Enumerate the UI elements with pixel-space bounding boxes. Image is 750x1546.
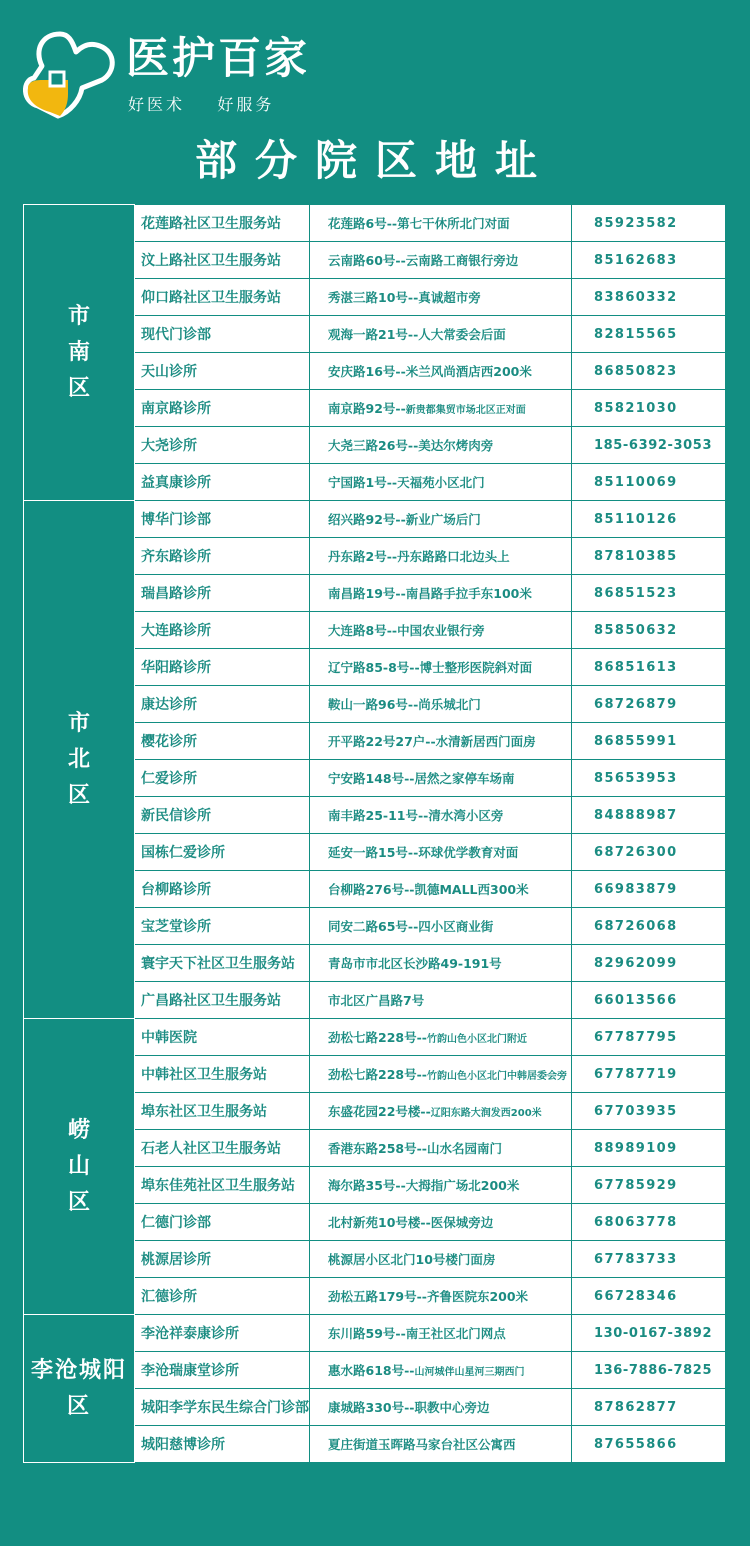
- clinic-name: 花莲路社区卫生服务站: [135, 205, 310, 242]
- clinic-name: 齐东路诊所: [135, 538, 310, 575]
- address-detail: 山河城伴山星河三期西门: [414, 1367, 525, 1378]
- clinic-phone: 68063778: [572, 1204, 726, 1241]
- clinic-name: 李沧祥泰康诊所: [135, 1315, 310, 1352]
- clinic-phone: 86850823: [572, 353, 726, 390]
- clinic-address: [310, 834, 572, 871]
- address-main: 秀湛三路10号--真诚超市旁: [328, 290, 481, 305]
- address-main: 香港东路258号--山水名园南门: [328, 1141, 502, 1156]
- address-main: 宁安路148号--居然之家停车场南: [328, 771, 515, 786]
- clinic-address: [310, 1056, 572, 1093]
- clinic-name: 埠东佳苑社区卫生服务站: [135, 1167, 310, 1204]
- clinic-address: [310, 1278, 572, 1315]
- address-main: 市北区广昌路7号: [328, 993, 425, 1008]
- clinic-address: [310, 612, 572, 649]
- clinic-phone: 85821030: [572, 390, 726, 427]
- address-main: 南丰路25-11号--清水湾小区旁: [328, 808, 504, 823]
- table-row: [24, 205, 726, 242]
- address-main: 安庆路16号--米兰风尚酒店西200米: [328, 364, 532, 379]
- address-main: 云南路60号--云南路工商银行旁边: [328, 253, 519, 268]
- address-main: 劲松七路228号--: [328, 1067, 427, 1082]
- address-main: 南昌路19号--南昌路手拉手东100米: [328, 586, 532, 601]
- clinic-phone: 67785929: [572, 1167, 726, 1204]
- clinic-name: 桃源居诊所: [135, 1241, 310, 1278]
- clinic-address: [310, 686, 572, 723]
- clinic-name: 石老人社区卫生服务站: [135, 1130, 310, 1167]
- clinic-phone: 88989109: [572, 1130, 726, 1167]
- district-label: 市南区: [24, 205, 135, 501]
- clinic-address: [310, 871, 572, 908]
- address-main: 延安一路15号--环球优学教育对面: [328, 845, 519, 860]
- address-main: 辽宁路85-8号--博士整形医院斜对面: [328, 660, 533, 675]
- clinic-name: 华阳路诊所: [135, 649, 310, 686]
- clinic-phone: 130-0167-3892: [572, 1315, 726, 1352]
- clinic-address: [310, 538, 572, 575]
- clinic-phone: 87810385: [572, 538, 726, 575]
- clinic-address: [310, 945, 572, 982]
- address-detail: 辽阳东路大润发西200米: [430, 1108, 542, 1119]
- clinic-phone: 87655866: [572, 1426, 726, 1463]
- clinic-phone: 82815565: [572, 316, 726, 353]
- clinic-phone: 85110069: [572, 464, 726, 501]
- clinic-name: 现代门诊部: [135, 316, 310, 353]
- address-main: 花莲路6号--第七干休所北门对面: [328, 216, 510, 231]
- clinic-name: 寰宇天下社区卫生服务站: [135, 945, 310, 982]
- clinic-name: 仰口路社区卫生服务站: [135, 279, 310, 316]
- clinic-name: 中韩社区卫生服务站: [135, 1056, 310, 1093]
- page-title: 部分院区地址: [194, 136, 555, 185]
- clinic-phone: 67787719: [572, 1056, 726, 1093]
- address-main: 鞍山一路96号--尚乐城北门: [328, 697, 481, 712]
- clinic-name: 大连路诊所: [135, 612, 310, 649]
- address-main: 劲松七路228号--: [328, 1030, 427, 1045]
- clinic-phone: 67783733: [572, 1241, 726, 1278]
- address-main: 同安二路65号--四小区商业街: [328, 919, 494, 934]
- address-main: 丹东路2号--丹东路路口北边头上: [328, 549, 510, 564]
- clinic-address: [310, 797, 572, 834]
- address-main: 海尔路35号--大拇指广场北200米: [328, 1178, 520, 1193]
- clinic-address: [310, 316, 572, 353]
- clinic-address: [310, 1093, 572, 1130]
- address-main: 大尧三路26号--美达尔烤肉旁: [328, 438, 494, 453]
- clinic-address: [310, 501, 572, 538]
- address-main: 青岛市市北区长沙路49-191号: [328, 956, 502, 971]
- clinic-phone: 67787795: [572, 1019, 726, 1056]
- address-main: 大连路8号--中国农业银行旁: [328, 623, 485, 638]
- clinic-phone: 66983879: [572, 871, 726, 908]
- address-main: 桃源居小区北门10号楼门面房: [328, 1252, 496, 1267]
- address-main: 台柳路276号--凯德MALL西300米: [328, 882, 529, 897]
- address-main: 夏庄街道玉晖路马家台社区公寓西: [328, 1437, 516, 1452]
- address-detail: 竹韵山色小区北门附近: [426, 1034, 527, 1045]
- brand-slogan: 好医术 好服务: [128, 95, 275, 114]
- clinic-phone: 87862877: [572, 1389, 726, 1426]
- clinic-address: [310, 760, 572, 797]
- clinic-name: 汶上路社区卫生服务站: [135, 242, 310, 279]
- clinic-name: 康达诊所: [135, 686, 310, 723]
- clinic-address: [310, 1426, 572, 1463]
- district-label: 李沧城阳区: [24, 1315, 135, 1463]
- clinic-name: 仁德门诊部: [135, 1204, 310, 1241]
- address-main: 绍兴路92号--新业广场后门: [328, 512, 481, 527]
- clinic-phone: 82962099: [572, 945, 726, 982]
- clinic-phone: 85110126: [572, 501, 726, 538]
- table-row: [24, 1315, 726, 1352]
- clinic-phone: 85850632: [572, 612, 726, 649]
- clinic-address: [310, 427, 572, 464]
- clinic-phone: 86855991: [572, 723, 726, 760]
- clinic-address: [310, 390, 572, 427]
- clinic-address: [310, 1019, 572, 1056]
- clinic-name: 城阳李学东民生综合门诊部: [135, 1389, 310, 1426]
- clinic-name: 大尧诊所: [135, 427, 310, 464]
- clinic-address: [310, 1241, 572, 1278]
- clinic-address: [310, 908, 572, 945]
- address-main: 劲松五路179号--齐鲁医院东200米: [328, 1289, 529, 1304]
- clinic-name: 宝芝堂诊所: [135, 908, 310, 945]
- clinic-name: 埠东社区卫生服务站: [135, 1093, 310, 1130]
- clinic-address: [310, 723, 572, 760]
- clinic-address: [310, 649, 572, 686]
- address-main: 南京路92号--: [328, 401, 406, 416]
- clinic-phone: 68726879: [572, 686, 726, 723]
- address-main: 北村新苑10号楼--医保城旁边: [328, 1215, 494, 1230]
- clinic-address: [310, 1315, 572, 1352]
- clinic-name: 仁爱诊所: [135, 760, 310, 797]
- address-main: 东川路59号--南王社区北门网点: [328, 1326, 506, 1341]
- clinic-phone: 67703935: [572, 1093, 726, 1130]
- address-main: 东盛花园22号楼--: [328, 1104, 431, 1119]
- clinic-name: 樱花诊所: [135, 723, 310, 760]
- clinic-address: [310, 1130, 572, 1167]
- table-row: [24, 501, 726, 538]
- clinic-phone: 85923582: [572, 205, 726, 242]
- clinic-phone: 66728346: [572, 1278, 726, 1315]
- clinic-address: [310, 353, 572, 390]
- clinic-name: 天山诊所: [135, 353, 310, 390]
- address-main: 宁国路1号--天福苑小区北门: [328, 475, 485, 490]
- clinic-name: 国栋仁爱诊所: [135, 834, 310, 871]
- district-label: 崂山区: [24, 1019, 135, 1315]
- clinic-address: [310, 205, 572, 242]
- clinic-name: 博华门诊部: [135, 501, 310, 538]
- clinic-phone: 185-6392-3053: [572, 427, 726, 464]
- clinic-name: 台柳路诊所: [135, 871, 310, 908]
- clinic-address: [310, 1389, 572, 1426]
- address-detail: 竹韵山色小区北门中韩居委会旁: [426, 1071, 567, 1082]
- clinic-table-body: [24, 205, 726, 1463]
- clinic-phone: 85653953: [572, 760, 726, 797]
- clinic-phone: 86851613: [572, 649, 726, 686]
- clinic-address: [310, 279, 572, 316]
- clinic-name: 中韩医院: [135, 1019, 310, 1056]
- clinic-address: [310, 1352, 572, 1389]
- clinic-phone: 66013566: [572, 982, 726, 1019]
- clinic-name: 汇德诊所: [135, 1278, 310, 1315]
- address-detail: 新贵都集贸市场北区正对面: [405, 405, 526, 416]
- address-main: 观海一路21号--人大常委会后面: [328, 327, 506, 342]
- heart-cross-logo-icon: [20, 28, 115, 120]
- district-label: 市北区: [24, 501, 135, 1019]
- clinic-phone: 86851523: [572, 575, 726, 612]
- clinic-address: [310, 1167, 572, 1204]
- clinic-name: 瑞昌路诊所: [135, 575, 310, 612]
- clinic-address: [310, 242, 572, 279]
- address-main: 开平路22号27户--水清新居西门面房: [328, 734, 536, 749]
- table-row: [24, 1019, 726, 1056]
- brand-header: [20, 28, 720, 128]
- clinic-phone: 68726300: [572, 834, 726, 871]
- clinic-phone: 85162683: [572, 242, 726, 279]
- clinic-name: 益真康诊所: [135, 464, 310, 501]
- clinic-phone: 68726068: [572, 908, 726, 945]
- clinic-address: [310, 982, 572, 1019]
- address-main: 惠水路618号--: [328, 1363, 415, 1378]
- clinic-address: [310, 1204, 572, 1241]
- clinic-name: 新民信诊所: [135, 797, 310, 834]
- clinic-phone: 84888987: [572, 797, 726, 834]
- clinic-address-table: [23, 204, 726, 1463]
- address-main: 康城路330号--职教中心旁边: [328, 1400, 490, 1415]
- clinic-address: [310, 464, 572, 501]
- clinic-name: 南京路诊所: [135, 390, 310, 427]
- clinic-name: 广昌路社区卫生服务站: [135, 982, 310, 1019]
- clinic-phone: 83860332: [572, 279, 726, 316]
- clinic-phone: 136-7886-7825: [572, 1352, 726, 1389]
- brand-name: 医护百家: [126, 34, 310, 84]
- clinic-name: 城阳慈博诊所: [135, 1426, 310, 1463]
- clinic-address: [310, 575, 572, 612]
- clinic-name: 李沧瑞康堂诊所: [135, 1352, 310, 1389]
